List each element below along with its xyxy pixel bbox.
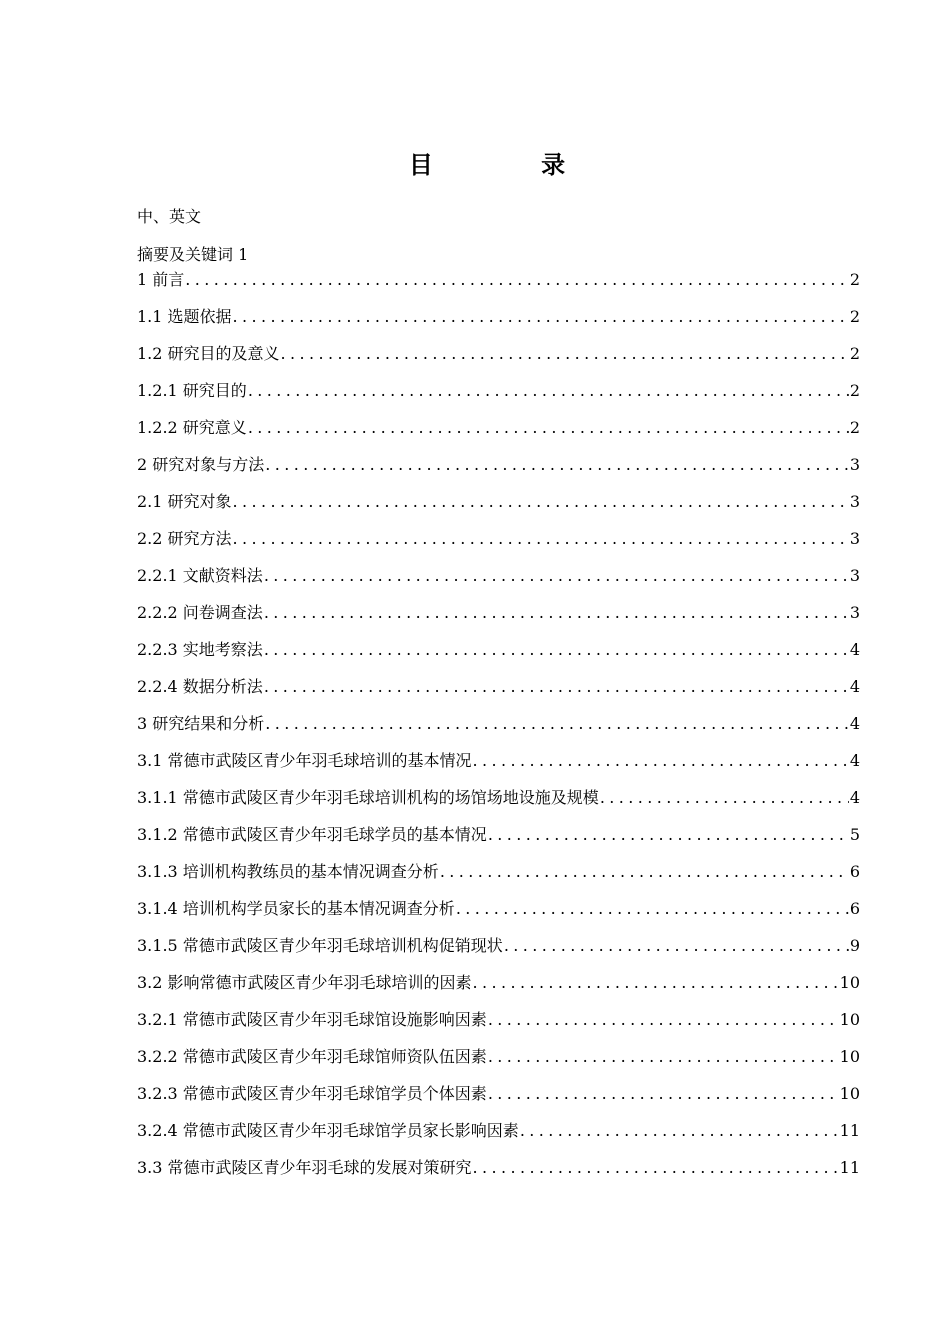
toc-leader-dots [184,268,849,292]
toc-leader-dots [247,379,849,403]
toc-leader-dots [472,971,839,995]
toc-entry [137,379,860,416]
toc-entry-page: 6 [849,862,860,881]
toc-leader-dots [232,305,849,329]
toc-entry-page: 6 [849,899,860,918]
toc-entry-label: 3.1.4 培训机构学员家长的基本情况调查分析 [137,899,455,918]
toc-entry [137,564,860,601]
toc-entry-page: 2 [849,307,860,326]
toc-entry-label: 3.3 常德市武陵区青少年羽毛球的发展对策研究 [137,1158,472,1177]
toc-leader-dots [599,786,849,810]
page-title: 目 录 [408,150,616,179]
toc-leader-dots [232,490,849,514]
toc-entry-page: 10 [839,1084,860,1103]
toc-entry [137,971,860,1008]
toc-entry-page: 4 [849,677,860,696]
toc-entry-page: 4 [849,640,860,659]
toc-entry-page: 10 [839,1010,860,1029]
toc-entry-page: 9 [849,936,860,955]
toc-entry-page: 3 [849,603,860,622]
toc-leader-dots [487,1045,839,1069]
toc-entry-label: 3.2.2 常德市武陵区青少年羽毛球馆师资队伍因素 [137,1047,487,1066]
toc-entry [137,342,860,379]
toc-entry [137,1119,860,1156]
toc-leader-dots [264,453,849,477]
toc-entry [137,490,860,527]
toc-entry-page: 4 [849,788,860,807]
toc-entry-label: 3.2.1 常德市武陵区青少年羽毛球馆设施影响因素 [137,1010,487,1029]
toc-leader-dots [472,1156,839,1180]
toc-leader-dots [263,601,849,625]
toc-entry [137,638,860,675]
toc-entry-page: 2 [849,381,860,400]
toc-leader-dots [232,527,849,551]
toc-entry [137,601,860,638]
toc-leader-dots [263,675,849,699]
toc-entry-page: 11 [839,1158,860,1177]
toc-entry-page: 4 [849,714,860,733]
toc-entry-page: 4 [849,751,860,770]
toc-leader-dots [503,934,849,958]
toc-entry-label: 3.1.5 常德市武陵区青少年羽毛球培训机构促销现状 [137,936,503,955]
toc-entry [137,786,860,823]
toc-leader-dots [263,564,849,588]
toc-entry [137,934,860,971]
toc-entry-label: 1.2.2 研究意义 [137,418,247,437]
toc-entry [137,897,860,934]
toc-leader-dots [264,712,849,736]
preface-line-2: 摘要及关键词 1 [137,245,249,264]
toc-leader-dots [439,860,849,884]
toc-entry-label: 3.1.1 常德市武陵区青少年羽毛球培训机构的场馆场地设施及规模 [137,788,599,807]
toc-leader-dots [487,1008,839,1032]
toc-entry-page: 3 [849,566,860,585]
toc-entry-label: 3.1 常德市武陵区青少年羽毛球培训的基本情况 [137,751,472,770]
toc-leader-dots [455,897,849,921]
toc-leader-dots [247,416,849,440]
toc-leader-dots [280,342,849,366]
toc-entry-label: 3.1.2 常德市武陵区青少年羽毛球学员的基本情况 [137,825,487,844]
toc-entry [137,305,860,342]
toc-leader-dots [487,1082,839,1106]
toc-entry-label: 2.2.3 实地考察法 [137,640,263,659]
toc-entry-page: 10 [839,973,860,992]
toc-entry [137,860,860,897]
toc-entry-page: 3 [849,455,860,474]
toc-leader-dots [519,1119,839,1143]
toc-leader-dots [487,823,849,847]
toc-entry-page: 2 [849,270,860,289]
toc-entry [137,1082,860,1119]
toc-entry-page: 10 [839,1047,860,1066]
toc-entry [137,1156,860,1193]
toc-entry-label: 2.2 研究方法 [137,529,232,548]
toc-entry-label: 2.2.4 数据分析法 [137,677,263,696]
toc-entry-page: 11 [839,1121,860,1140]
toc-entry-label: 1.2.1 研究目的 [137,381,247,400]
toc-entry [137,675,860,712]
toc-leader-dots [263,638,849,662]
toc-entry-label: 2 研究对象与方法 [137,455,265,474]
toc-entry [137,1008,860,1045]
toc-entry-page: 2 [849,344,860,363]
toc-entry-page: 3 [849,492,860,511]
toc-entry [137,749,860,786]
toc-entry-label: 3.2 影响常德市武陵区青少年羽毛球培训的因素 [137,973,472,992]
toc-entry-label: 3.2.4 常德市武陵区青少年羽毛球馆学员家长影响因素 [137,1121,519,1140]
toc-entry-label: 2.1 研究对象 [137,492,232,511]
toc-entry-label: 1.1 选题依据 [137,307,232,326]
toc-entry [137,416,860,453]
toc-entry-label: 3 研究结果和分析 [137,714,265,733]
toc-entry [137,268,860,305]
table-of-contents [137,268,860,1193]
toc-entry [137,823,860,860]
toc-entry [137,712,860,749]
toc-entry-page: 5 [849,825,860,844]
toc-entry-label: 2.2.1 文献资料法 [137,566,263,585]
toc-entry-page: 3 [849,529,860,548]
preface-line-1: 中、英文 [137,207,202,226]
toc-entry-label: 3.1.3 培训机构教练员的基本情况调查分析 [137,862,439,881]
toc-entry [137,453,860,490]
toc-leader-dots [472,749,849,773]
toc-entry [137,527,860,564]
toc-entry-page: 2 [849,418,860,437]
toc-entry-label: 2.2.2 问卷调查法 [137,603,263,622]
toc-entry [137,1045,860,1082]
toc-entry-label: 3.2.3 常德市武陵区青少年羽毛球馆学员个体因素 [137,1084,487,1103]
toc-entry-label: 1.2 研究目的及意义 [137,344,280,363]
toc-entry-label: 1 前言 [137,270,185,289]
